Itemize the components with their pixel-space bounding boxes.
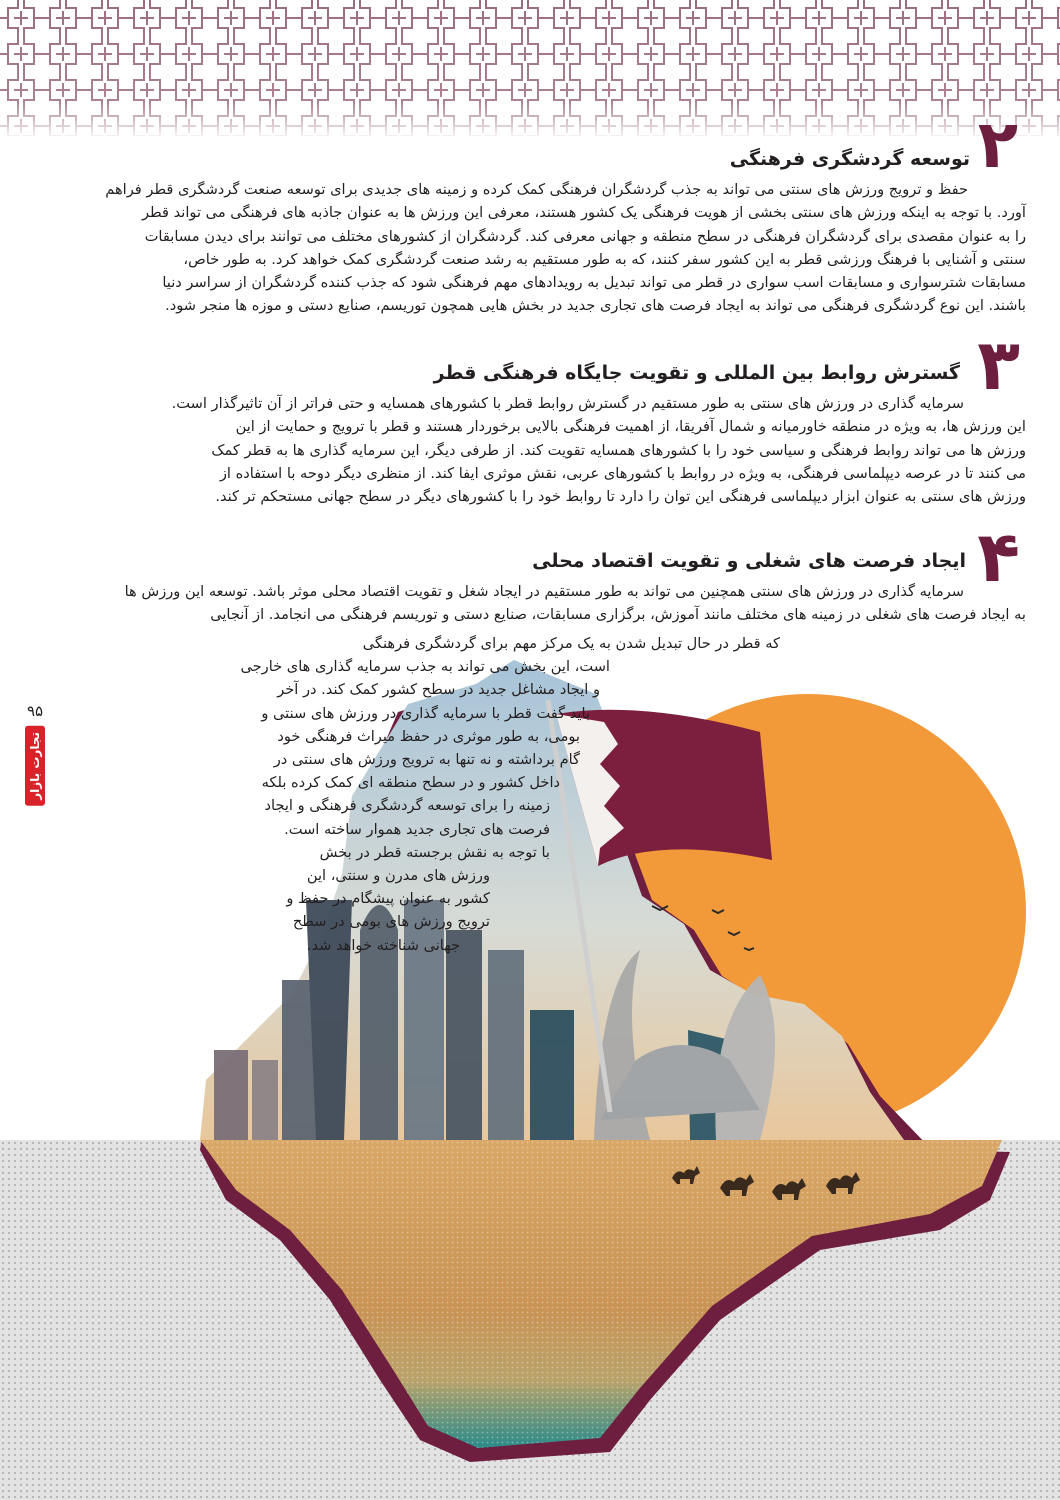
geometric-pattern-band: [0, 0, 1060, 136]
text-line: و ایجاد مشاغل جدید در سطح کشور کمک کند. در آخر: [277, 681, 600, 699]
text-line: گام برداشته و نه تنها به ترویج ورزش های سنتی در: [273, 751, 580, 769]
section-title-2: توسعه گردشگری فرهنگی: [729, 148, 970, 170]
text-line: ترویج ورزش های بومی در سطح: [292, 913, 490, 931]
text-line: کشور به عنوان پیشگام در حفظ و: [286, 890, 490, 908]
text-line: سرمایه گذاری در ورزش های سنتی به طور مستقیم در گسترش روابط قطر با کشورهای همسایه و حتی فراتر از آن تاثیرگذار است.: [171, 395, 964, 412]
section-body-4-continued: [220, 632, 780, 957]
section-body-3: [66, 392, 1026, 508]
text-line: زمینه را برای توسعه گردشگری فرهنگی و ایجاد: [264, 797, 550, 815]
text-line: است، این بخش می تواند به جذب سرمایه گذاری های خارجی: [240, 658, 610, 676]
text-line: جهانی شناخته خواهد شد.: [306, 936, 460, 954]
text-line: باشند. این نوع گردشگری فرهنگی می تواند به ایجاد فرصت های تجاری جدید در بخش هایی همچون توریسم، صنایع دستی و موزه ها منجر شود.: [165, 297, 1026, 315]
text-line: بومی، به طور موثری در حفظ میراث فرهنگی خود: [277, 727, 580, 745]
text-line: داخل کشور و در سطح منطقه ای کمک کرده بلکه: [261, 774, 560, 792]
text-line: فرصت های تجاری جدید هموار ساخته است.: [284, 820, 550, 838]
text-line: ورزش ها می تواند روابط فرهنگی و سیاسی خود را با کشورهای همسایه تقویت کند. از طرفی دیگر، این سرمایه گذاری ها به قطر کمک: [211, 441, 1026, 459]
text-line: مسابقات شترسواری و مسابقات اسب سواری در قطر می تواند تبدیل به رویدادهای مهم فرهنگی شود که جذب کننده گردشگران از سراسر دنیا: [162, 274, 1026, 292]
section-number-2: ۲: [977, 106, 1018, 183]
page-number: ۹۵: [26, 702, 44, 720]
text-line: حفظ و ترویج ورزش های سنتی می تواند به جذب گردشگران فرهنگی کمک کرده و زمینه های جدیدی برای توسعه صنعت گردشگری قطر فراهم: [105, 181, 968, 198]
text-line: باید گفت قطر با سرمایه گذاری در ورزش های سنتی و: [261, 704, 590, 722]
text-line: ورزش های مدرن و سنتی، این: [306, 867, 490, 885]
text-line: را به عنوان مقصدی برای گردشگران فرهنگی در سطح منطقه و جهانی معرفی کند. گردشگران از کشورهای مختلف می توانند برای دیدن مسابقات: [144, 227, 1026, 245]
text-line: که قطر در حال تبدیل شدن به یک مرکز مهم برای گردشگری فرهنگی: [362, 635, 780, 652]
section-number-4: ۴: [977, 516, 1020, 598]
section-number-3: ۳: [977, 324, 1020, 406]
text-line: می کنند تا در عرصه دیپلماسی فرهنگی، به ویژه در روابط با کشورهای عربی، نقش موثری ایفا کند. از منظری دیگر دوحه با استفاده از: [219, 464, 1026, 482]
page-side-label: [18, 702, 52, 806]
section-title-4: ایجاد فرصت های شغلی و تقویت اقتصاد محلی: [532, 550, 966, 572]
text-line: سرمایه گذاری در ورزش های سنتی همچنین می تواند به طور مستقیم در ایجاد شغل و تقویت اقتصاد محلی موثر باشد. توسعه این ورزش ها: [124, 583, 964, 600]
section-body-2: [66, 178, 1026, 318]
text-line: ورزش های سنتی به عنوان ابزار دیپلماسی فرهنگی این توان را دارد تا روابط خود را با کشورهای دیگر در سطح جهانی مستحکم تر کند.: [215, 488, 1026, 506]
text-line: با توجه به نقش برجسته قطر در بخش: [319, 843, 550, 861]
text-line: به ایجاد فرصت های شغلی در زمینه های مختلف مانند آموزش، برگزاری مسابقات، صنایع دستی و توریسم فرهنگی می انجامد. از آنجایی: [210, 606, 1026, 624]
section-title-3: گسترش روابط بین المللی و تقویت جایگاه فرهنگی قطر: [433, 362, 960, 384]
text-line: سنتی و آشنایی با فرهنگ ورزشی قطر به این کشور سفر کنند، که به طور مستقیم به رشد صنعت گردشگری کمک خواهد کرد. به طور خاص،: [183, 250, 1026, 268]
text-line: این ورزش ها، به ویژه در منطقه خاورمیانه و شمال آفریقا، از اهمیت فرهنگی بالایی برخوردار هستند و قطر با ترویج و حمایت از این: [235, 418, 1026, 436]
text-line: آورد. با توجه به اینکه ورزش های سنتی بخشی از هویت فرهنگی یک کشور هستند، معرفی این ورزش ها به عنوان جاذبه های فرهنگی می تواند قطر: [142, 204, 1026, 222]
brand-logo: تجارت بازار: [25, 726, 45, 806]
